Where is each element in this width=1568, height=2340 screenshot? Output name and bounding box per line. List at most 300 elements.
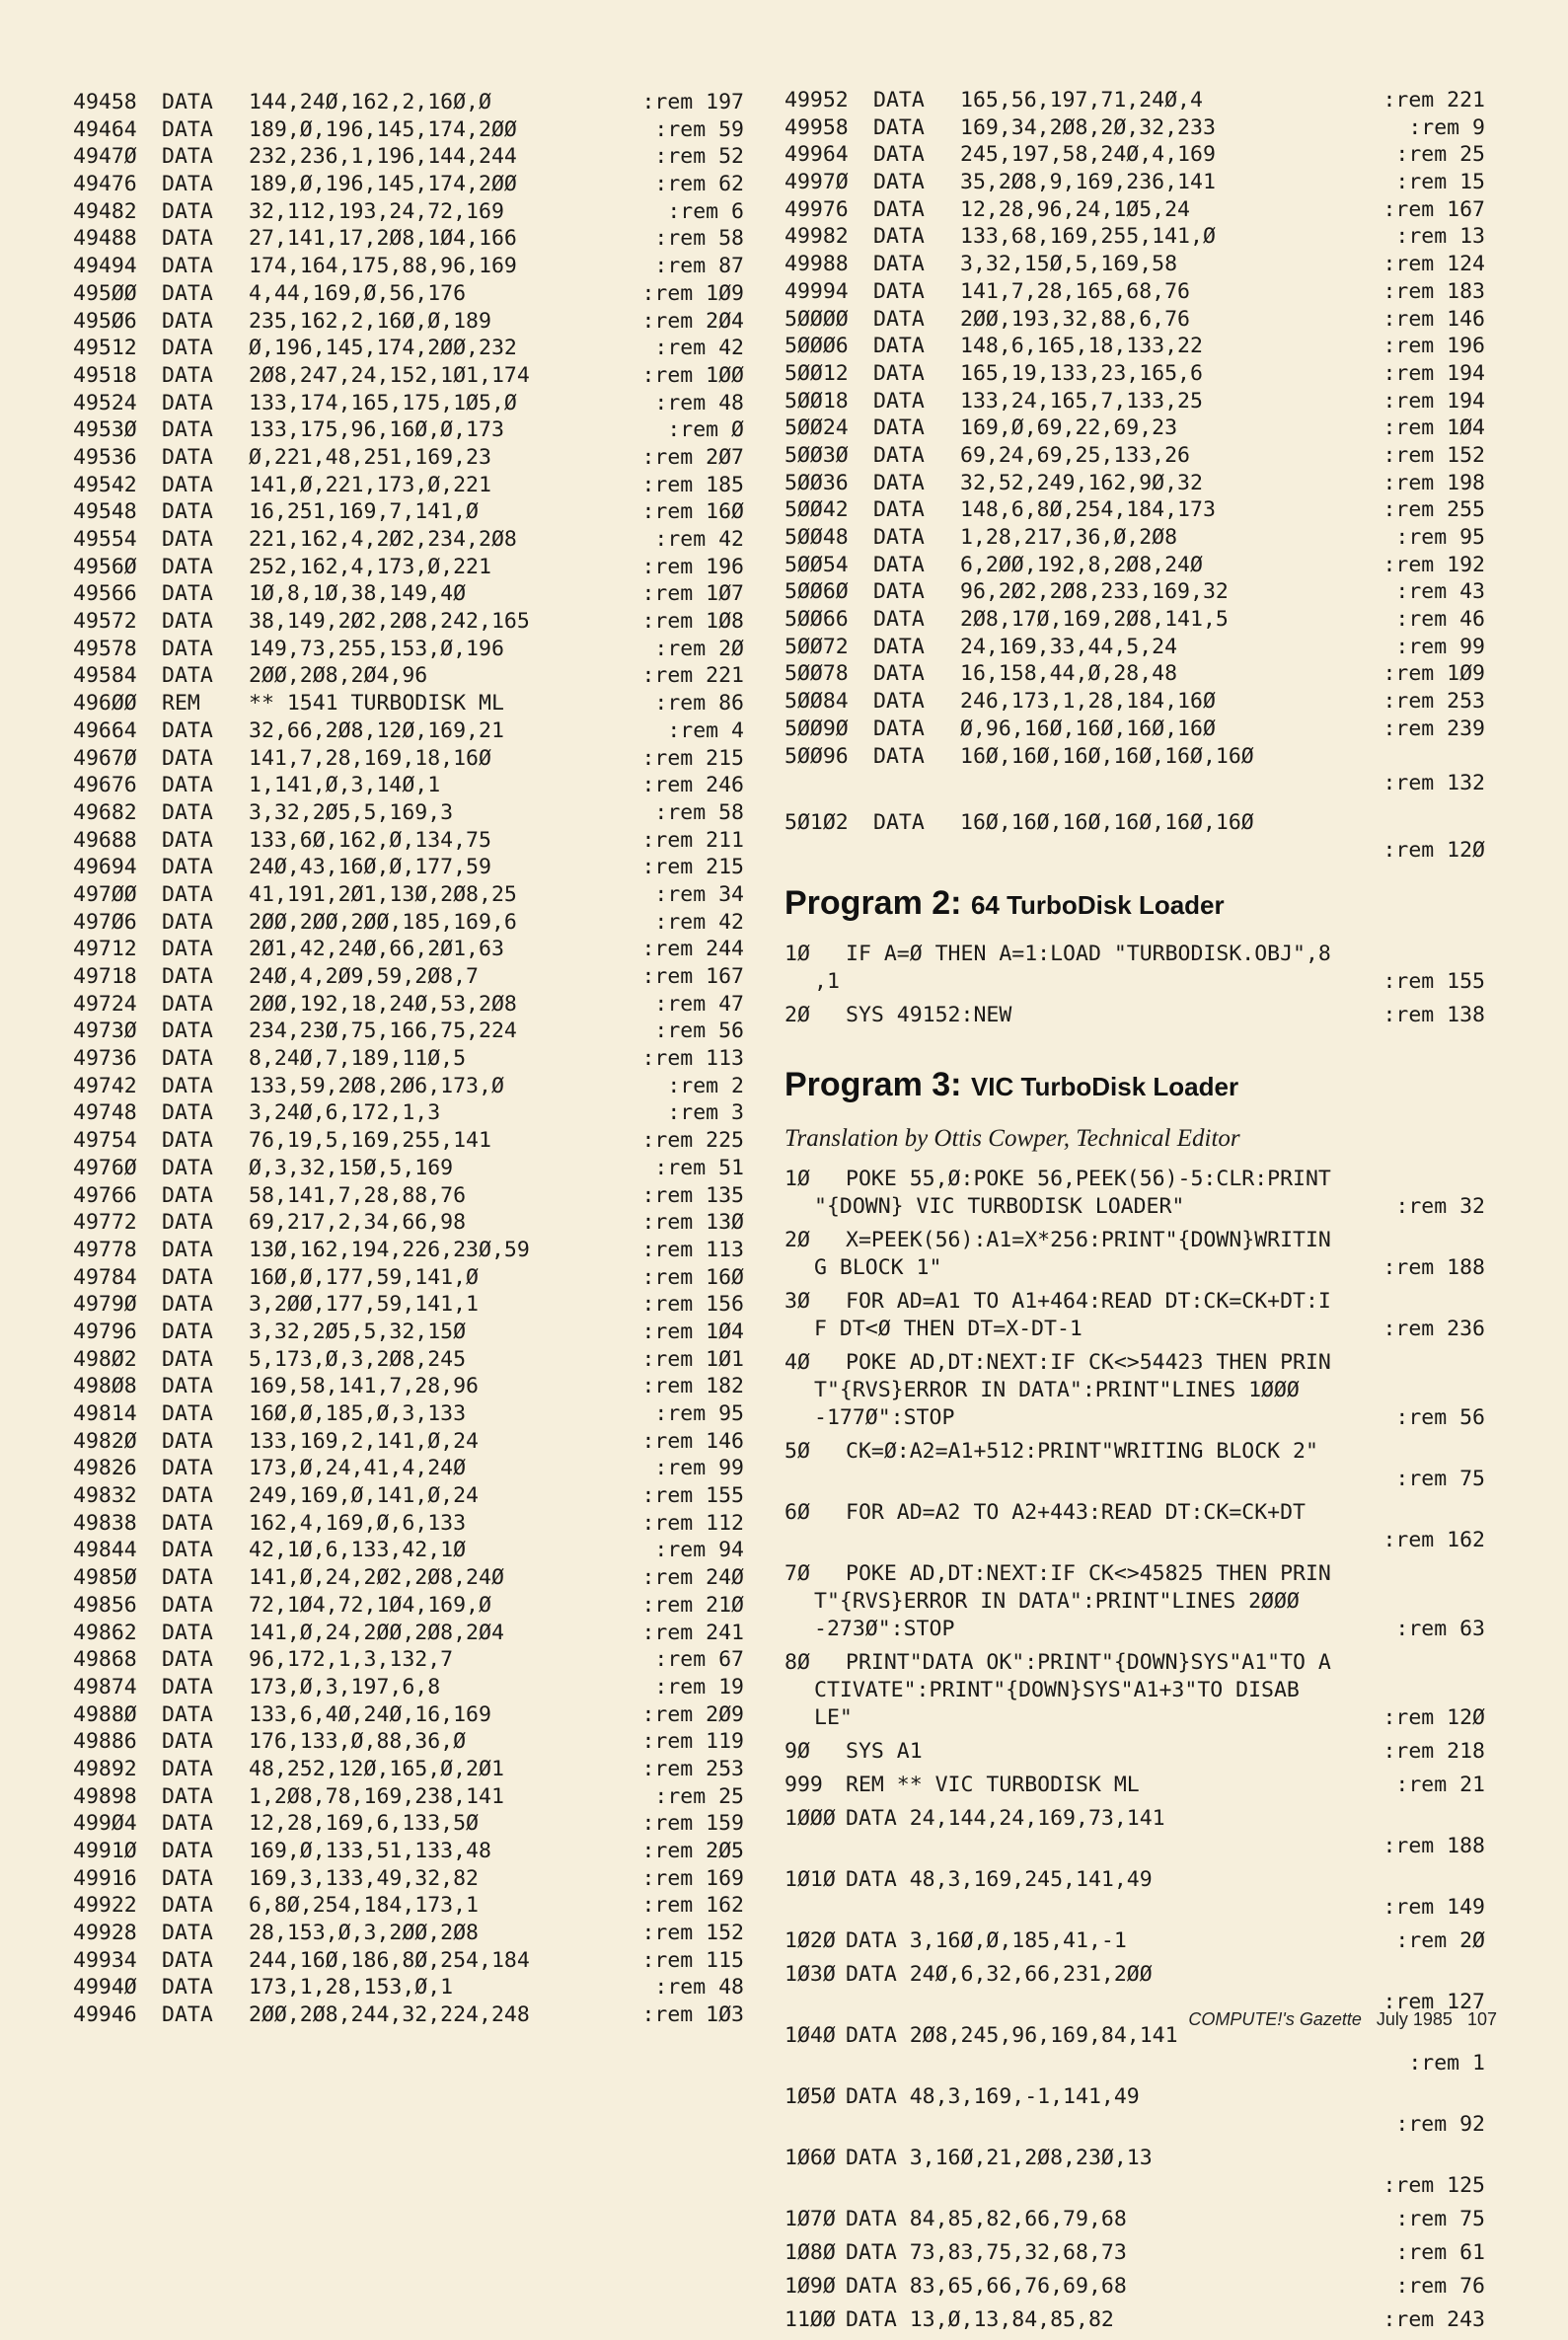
- listing-line: [784, 809, 1485, 837]
- line-checksum: :rem 46: [1395, 607, 1485, 633]
- line-number: 4979Ø: [73, 1292, 137, 1318]
- line-values: 2Ø8,17Ø,169,2Ø8,141,5: [960, 607, 1229, 633]
- line-number: 49536: [73, 444, 137, 470]
- line-values: 3,32,2Ø5,5,169,3: [249, 799, 454, 825]
- line-number: 49518: [73, 362, 137, 388]
- line-number: 5ØØ78: [784, 661, 849, 687]
- listing-line: [73, 253, 754, 280]
- line-number: 49772: [73, 1210, 137, 1236]
- line-number: 49862: [73, 1620, 137, 1645]
- line-keyword: REM: [162, 691, 200, 717]
- program-line-number: 8Ø: [784, 1650, 810, 1676]
- program-line-continuation: CTIVATE":PRINT"{DOWN}SYS"A1+3"TO DISAB LE": [814, 1678, 1300, 1731]
- program-line-main: [784, 1560, 1485, 1588]
- program-line-continuation: T"{RVS}ERROR IN DATA":PRINT"LINES 2ØØØ -273Ø":STOP: [814, 1589, 1300, 1642]
- line-values: 24,169,33,44,5,24: [960, 634, 1178, 659]
- line-checksum: :rem 253: [641, 1756, 744, 1781]
- line-number: 49976: [784, 196, 849, 222]
- listing-line: [73, 1974, 754, 2001]
- line-number: 5ØØ6Ø: [784, 579, 849, 605]
- line-keyword: DATA: [162, 308, 213, 334]
- listing-line: [73, 308, 754, 336]
- line-number: 49512: [73, 336, 137, 361]
- listing-line: [73, 225, 754, 253]
- listing-line: [73, 1319, 754, 1346]
- line-number: 49994: [784, 278, 849, 304]
- listing-line: [73, 745, 754, 773]
- line-checksum: :rem 159: [641, 1811, 744, 1837]
- line-checksum: :rem 194: [1382, 388, 1485, 414]
- program-line-main: [784, 1227, 1485, 1254]
- line-checksum: :rem 113: [641, 1046, 744, 1072]
- line-values: 96,2Ø2,2Ø8,233,169,32: [960, 579, 1229, 605]
- line-keyword: DATA: [873, 743, 925, 769]
- line-keyword: DATA: [162, 1374, 213, 1399]
- program-line: [784, 2145, 1485, 2200]
- line-values: 133,169,2,141,Ø,24: [249, 1428, 479, 1454]
- line-checksum: :rem 6: [667, 198, 744, 224]
- right-data-listing: [784, 87, 1485, 743]
- line-number: 4953Ø: [73, 417, 137, 443]
- line-values: 169,Ø,69,22,69,23: [960, 415, 1178, 441]
- line-checksum: :rem 255: [1382, 497, 1485, 523]
- line-values: Ø,221,48,251,169,23: [249, 444, 491, 470]
- line-values: 1,141,Ø,3,14Ø,1: [249, 773, 441, 798]
- line-checksum: :rem 146: [1382, 306, 1485, 332]
- line-number: 497Ø6: [73, 909, 137, 935]
- line-keyword: DATA: [162, 1319, 213, 1344]
- line-values: 24Ø,4,2Ø9,59,2Ø8,7: [249, 964, 479, 989]
- line-number: 49838: [73, 1510, 137, 1536]
- program-line-checksum: :rem 236: [1382, 1317, 1485, 1342]
- listing-line: [784, 169, 1485, 196]
- program-line: [784, 1927, 1485, 1955]
- line-values: ** 1541 TURBODISK ML: [249, 691, 504, 717]
- listing-line: [73, 198, 754, 226]
- line-number: 49578: [73, 636, 137, 661]
- line-checksum: :rem 1Ø9: [641, 280, 744, 306]
- line-keyword: DATA: [162, 2002, 213, 2028]
- listing-line: [73, 1810, 754, 1838]
- listing-line: [73, 1209, 754, 1237]
- line-keyword: DATA: [873, 252, 925, 277]
- line-checksum: :rem 25: [1395, 142, 1485, 168]
- line-checksum: :rem 183: [1382, 278, 1485, 304]
- line-keyword: DATA: [162, 1674, 213, 1699]
- line-keyword: DATA: [873, 170, 925, 195]
- program-line-text: DATA 2Ø8,245,96,169,84,141: [846, 2023, 1178, 2049]
- listing-line: [73, 444, 754, 472]
- listing-line: [73, 936, 754, 963]
- program-line: [784, 1560, 1485, 1643]
- line-values: 173,Ø,3,197,6,8: [249, 1674, 441, 1699]
- program-line: [784, 1499, 1485, 1554]
- program-line-text: DATA 48,3,169,-1,141,49: [846, 2084, 1140, 2110]
- line-number: 4985Ø: [73, 1565, 137, 1591]
- line-keyword: DATA: [162, 1210, 213, 1236]
- line-keyword: DATA: [162, 581, 213, 607]
- line-checksum: :rem 34: [654, 881, 744, 907]
- line-keyword: DATA: [162, 1565, 213, 1591]
- listing-line: [784, 196, 1485, 224]
- program-line-number: 1Ø2Ø: [784, 1928, 836, 1954]
- line-keyword: DATA: [162, 1046, 213, 1072]
- line-values: 1,28,217,36,Ø,2Ø8: [960, 525, 1178, 550]
- line-number: 4982Ø: [73, 1428, 137, 1454]
- line-keyword: DATA: [162, 1483, 213, 1509]
- listing-line: [73, 1920, 754, 1947]
- line-keyword: DATA: [162, 90, 213, 114]
- line-values: 27,141,17,2Ø8,1Ø4,166: [249, 226, 517, 252]
- program3-listing: [784, 1166, 1485, 2334]
- line-keyword: DATA: [162, 144, 213, 170]
- line-keyword: DATA: [162, 254, 213, 279]
- program-line: [784, 1866, 1485, 1922]
- program-line-main: [784, 1738, 1485, 1766]
- line-checksum: :rem 56: [654, 1019, 744, 1044]
- program-line-text: POKE AD,DT:NEXT:IF CK<>45825 THEN PRIN: [846, 1561, 1331, 1587]
- line-keyword: DATA: [162, 554, 213, 579]
- line-number: 495ØØ: [73, 280, 137, 306]
- line-checksum: :rem 1Ø9: [1382, 661, 1485, 687]
- line-keyword: DATA: [873, 552, 925, 577]
- line-checksum: :rem 99: [1395, 634, 1485, 659]
- program-line-main: [784, 1961, 1485, 1989]
- line-values: 4,44,169,Ø,56,176: [249, 280, 467, 306]
- line-keyword: DATA: [162, 1893, 213, 1919]
- line-checksum: :rem Ø: [667, 417, 744, 443]
- line-values: Ø,3,32,15Ø,5,169: [249, 1155, 454, 1180]
- line-keyword: DATA: [162, 799, 213, 825]
- line-keyword: DATA: [162, 1155, 213, 1180]
- line-values: 24Ø,43,16Ø,Ø,177,59: [249, 855, 491, 880]
- program-line-main: [784, 1166, 1485, 1193]
- line-values: 245,197,58,24Ø,4,169: [960, 142, 1216, 168]
- listing-line: [73, 1018, 754, 1045]
- listing-line: [73, 1564, 754, 1592]
- line-checksum: :rem 225: [641, 1128, 744, 1154]
- program-line-number: 1Ø6Ø: [784, 2146, 836, 2171]
- listing-line: [73, 1728, 754, 1756]
- line-number: 4988Ø: [73, 1701, 137, 1727]
- line-values: 41,191,2Ø1,13Ø,2Ø8,25: [249, 881, 517, 907]
- line-keyword: DATA: [162, 226, 213, 252]
- line-values: 141,Ø,221,173,Ø,221: [249, 472, 491, 497]
- line-number: 498Ø8: [73, 1374, 137, 1399]
- program-line-main: [784, 1805, 1485, 1833]
- program-line-number: 2Ø: [784, 1003, 810, 1028]
- line-number: 49488: [73, 226, 137, 252]
- program-line-checksum: :rem 162: [1382, 1528, 1485, 1553]
- line-values: 32,66,2Ø8,12Ø,169,21: [249, 717, 504, 743]
- line-keyword: DATA: [873, 809, 925, 835]
- program-line: [784, 2273, 1485, 2301]
- line-keyword: DATA: [873, 306, 925, 332]
- line-number: 5ØØ36: [784, 470, 849, 495]
- line-checksum: :rem 1Ø4: [641, 1319, 744, 1344]
- line-number: 49566: [73, 581, 137, 607]
- line-values: 148,6,8Ø,254,184,173: [960, 497, 1216, 523]
- listing-line: [73, 662, 754, 690]
- program-line-text: X=PEEK(56):A1=X*256:PRINT"{DOWN}WRITIN: [846, 1228, 1331, 1253]
- line-keyword: DATA: [162, 827, 213, 853]
- line-keyword: DATA: [162, 1865, 213, 1891]
- line-keyword: DATA: [162, 1128, 213, 1154]
- line-number: 49458: [73, 90, 137, 114]
- line-values: 169,3,133,49,32,82: [249, 1865, 479, 1891]
- line-keyword: DATA: [162, 717, 213, 743]
- line-keyword: DATA: [873, 388, 925, 414]
- line-values: 221,162,4,2Ø2,234,2Ø8: [249, 527, 517, 552]
- line-checksum: :rem 194: [1382, 360, 1485, 386]
- program-line: [784, 2239, 1485, 2267]
- line-values: 6,2ØØ,192,8,2Ø8,24Ø: [960, 552, 1203, 577]
- program-line-continuation: [784, 2050, 1485, 2077]
- program-line-number: 1Ø3Ø: [784, 1962, 836, 1988]
- listing-line: [784, 606, 1485, 634]
- line-values: 133,59,2Ø8,2Ø6,173,Ø: [249, 1073, 504, 1098]
- line-values: 141,7,28,165,68,76: [960, 278, 1190, 304]
- line-number: 4976Ø: [73, 1155, 137, 1180]
- line-checksum: :rem 167: [1382, 196, 1485, 222]
- line-checksum: :rem 215: [641, 745, 744, 771]
- line-values: 5,173,Ø,3,2Ø8,245: [249, 1346, 467, 1372]
- right-listing-column: [784, 87, 1485, 2340]
- line-keyword: DATA: [162, 909, 213, 935]
- program-line-number: 1Ø7Ø: [784, 2207, 836, 2232]
- line-checksum: :rem 185: [641, 472, 744, 497]
- line-checksum: :rem 135: [641, 1182, 744, 1208]
- line-keyword: DATA: [162, 499, 213, 525]
- line-keyword: DATA: [162, 362, 213, 388]
- line-checksum: :rem 192: [1382, 552, 1485, 577]
- line-keyword: DATA: [873, 579, 925, 605]
- line-checksum: :rem 94: [654, 1538, 744, 1563]
- listing-line: [784, 278, 1485, 306]
- line-keyword: DATA: [162, 663, 213, 689]
- line-values: 133,6Ø,162,Ø,134,75: [249, 827, 491, 853]
- line-keyword: DATA: [162, 198, 213, 224]
- program-line-text: IF A=Ø THEN A=1:LOAD "TURBODISK.OBJ",8: [846, 942, 1331, 967]
- listing-line: [73, 1838, 754, 1865]
- line-checksum: :rem 152: [641, 1921, 744, 1946]
- line-checksum: :rem 182: [641, 1374, 744, 1399]
- line-checksum: :rem 48: [654, 390, 744, 415]
- line-number: 49584: [73, 663, 137, 689]
- program-line-number: 1Ø4Ø: [784, 2023, 836, 2049]
- line-number: 49736: [73, 1046, 137, 1072]
- program-line-continuation: [784, 1466, 1485, 1493]
- listing-line: [73, 881, 754, 909]
- line-checksum: :rem 246: [641, 773, 744, 798]
- program-line-text: DATA 3,16Ø,Ø,185,41,-1: [846, 1928, 1127, 1954]
- line-checksum: :rem 95: [1395, 525, 1485, 550]
- line-checksum: :rem 24Ø: [641, 1565, 744, 1591]
- line-checksum: :rem 169: [641, 1865, 744, 1891]
- listing-line: [73, 1701, 754, 1729]
- listing-line: [73, 799, 754, 827]
- line-keyword: DATA: [873, 525, 925, 550]
- listing-line: [784, 660, 1485, 688]
- line-checksum: :rem 62: [654, 172, 744, 197]
- program-line-continuation: T"{RVS}ERROR IN DATA":PRINT"LINES 1ØØØ -177Ø":STOP: [814, 1378, 1300, 1431]
- line-checksum: :rem 1Ø7: [641, 581, 744, 607]
- line-checksum: :rem 58: [654, 226, 744, 252]
- line-number: 5ØØ54: [784, 552, 849, 577]
- line-number: 5ØØ42: [784, 497, 849, 523]
- line-number: 5ØØ18: [784, 388, 849, 414]
- program-line-continuation: [784, 1527, 1485, 1554]
- listing-line: [73, 827, 754, 855]
- listing-line: [73, 1646, 754, 1674]
- program-line-text: REM ** VIC TURBODISK ML: [846, 1773, 1140, 1798]
- line-number: 49826: [73, 1456, 137, 1481]
- line-keyword: DATA: [162, 1756, 213, 1781]
- line-number: 49952: [784, 88, 849, 113]
- program-line-number: 5Ø: [784, 1439, 810, 1465]
- listing-line-checksum-row: [784, 837, 1485, 865]
- spacer: [784, 797, 1485, 809]
- listing-line: [73, 1073, 754, 1100]
- left-listing-column: [73, 89, 754, 2029]
- line-values: 28,153,Ø,3,2ØØ,2Ø8: [249, 1921, 479, 1946]
- line-values: 173,Ø,24,41,4,24Ø: [249, 1456, 467, 1481]
- program2-heading-main: Program 2:: [784, 884, 962, 923]
- line-values: 13Ø,162,194,226,23Ø,59: [249, 1237, 530, 1262]
- line-checksum: :rem 43: [1395, 579, 1485, 605]
- line-number: 5ØØ96: [784, 743, 849, 769]
- line-number: 49934: [73, 1947, 137, 1973]
- line-number: 5ØØ48: [784, 525, 849, 550]
- listing-line: [73, 280, 754, 308]
- line-number: 49548: [73, 499, 137, 525]
- program3-heading-sub: VIC TurboDisk Loader: [970, 1072, 1239, 1102]
- program-line-main: [784, 1649, 1485, 1677]
- line-number: 49928: [73, 1921, 137, 1946]
- line-checksum: :rem 196: [641, 554, 744, 579]
- line-values: 1Ø,8,1Ø,38,149,4Ø: [249, 581, 467, 607]
- program-line: [784, 1438, 1485, 1493]
- listing-line: [73, 1592, 754, 1620]
- program-line-number: 9Ø: [784, 1739, 810, 1765]
- listing-line: [73, 116, 754, 144]
- program-line-text: DATA 83,65,66,76,69,68: [846, 2274, 1127, 2300]
- line-checksum: :rem 47: [654, 991, 744, 1017]
- program3-heading-main: Program 3:: [784, 1066, 962, 1104]
- line-checksum: :rem 162: [641, 1893, 744, 1919]
- line-values: 246,173,1,28,184,16Ø: [960, 689, 1216, 715]
- line-keyword: DATA: [162, 1620, 213, 1645]
- line-values: 141,7,28,169,18,16Ø: [249, 745, 491, 771]
- line-checksum: :rem 59: [654, 116, 744, 142]
- line-number: 49964: [784, 142, 849, 168]
- line-number: 49482: [73, 198, 137, 224]
- line-keyword: DATA: [162, 745, 213, 771]
- line-values: 96,172,1,3,132,7: [249, 1647, 454, 1673]
- line-keyword: DATA: [162, 636, 213, 661]
- line-number: 4947Ø: [73, 144, 137, 170]
- line-checksum: :rem 42: [654, 336, 744, 361]
- program-line-main: [784, 1438, 1485, 1466]
- line-checksum: :rem 13: [1395, 224, 1485, 250]
- line-values: 38,149,2Ø2,2Ø8,242,165: [249, 609, 530, 635]
- line-values: 169,Ø,133,51,133,48: [249, 1839, 491, 1863]
- line-values: 2ØØ,2Ø8,244,32,224,248: [249, 2002, 530, 2028]
- line-checksum: :rem 1Ø8: [641, 609, 744, 635]
- program-line-continuation: [784, 1833, 1485, 1860]
- line-values: 76,19,5,169,255,141: [249, 1128, 491, 1154]
- line-number: 5ØØØ6: [784, 334, 849, 359]
- listing-line: [73, 554, 754, 581]
- line-values: 16,251,169,7,141,Ø: [249, 499, 479, 525]
- line-checksum: :rem 239: [1382, 716, 1485, 741]
- program-line-checksum: :rem 12Ø: [1382, 1705, 1485, 1731]
- program-line: [784, 1002, 1485, 1029]
- listing-line: [784, 388, 1485, 415]
- listing-line: [73, 1182, 754, 1210]
- line-values: 2ØØ,2Ø8,2Ø4,96: [249, 663, 428, 689]
- line-checksum: :rem 19: [654, 1674, 744, 1699]
- program-line-text: CK=Ø:A2=A1+512:PRINT"WRITING BLOCK 2": [846, 1439, 1318, 1465]
- program-line-checksum: :rem 218: [1382, 1739, 1485, 1765]
- line-values: 32,52,249,162,9Ø,32: [960, 470, 1203, 495]
- line-checksum: :rem 198: [1382, 470, 1485, 495]
- line-checksum: :rem 87: [654, 254, 744, 279]
- right-wrapped-listing: [784, 743, 1485, 865]
- line-keyword: DATA: [873, 114, 925, 140]
- line-values: 149,73,255,153,Ø,196: [249, 636, 504, 661]
- line-keyword: DATA: [162, 1701, 213, 1727]
- line-checksum: :rem 124: [1382, 252, 1485, 277]
- line-number: 4994Ø: [73, 1975, 137, 2000]
- line-values: 252,162,4,173,Ø,221: [249, 554, 491, 579]
- listing-line: [73, 854, 754, 881]
- line-number: 5ØØ3Ø: [784, 442, 849, 468]
- line-keyword: DATA: [162, 1346, 213, 1372]
- line-number: 5ØØ24: [784, 415, 849, 441]
- footer-publication: COMPUTE!'s Gazette: [1188, 2009, 1362, 2029]
- line-number: 49874: [73, 1674, 137, 1699]
- line-keyword: DATA: [162, 1811, 213, 1837]
- line-number: 49958: [784, 114, 849, 140]
- program-line-checksum: :rem 127: [1382, 1990, 1485, 2015]
- line-values: 169,34,2Ø8,2Ø,32,233: [960, 114, 1216, 140]
- program-line: [784, 941, 1485, 996]
- line-checksum: :rem 196: [1382, 334, 1485, 359]
- line-number: 49916: [73, 1865, 137, 1891]
- program-line-text: POKE AD,DT:NEXT:IF CK<>54423 THEN PRIN: [846, 1350, 1331, 1376]
- program-line-main: [784, 2145, 1485, 2172]
- program-line: [784, 1805, 1485, 1860]
- line-number: 49718: [73, 964, 137, 989]
- program-line-main: [784, 2239, 1485, 2267]
- line-number: 5ØØ12: [784, 360, 849, 386]
- line-values: 35,2Ø8,9,169,236,141: [960, 170, 1216, 195]
- program-line-checksum: :rem 188: [1382, 1834, 1485, 1859]
- line-checksum: :rem 2: [667, 1073, 744, 1098]
- program-line-text: SYS A1: [846, 1739, 923, 1765]
- line-keyword: DATA: [873, 415, 925, 441]
- line-checksum: :rem 48: [654, 1975, 744, 2000]
- line-values: 2ØØ,193,32,88,6,76: [960, 306, 1190, 332]
- listing-line: [784, 360, 1485, 388]
- program-line-text: DATA 3,16Ø,21,2Ø8,23Ø,13: [846, 2146, 1153, 2171]
- line-checksum: :rem 211: [641, 827, 744, 853]
- program-line-checksum: :rem 125: [1382, 2173, 1485, 2199]
- program-line-text: DATA 48,3,169,245,141,49: [846, 1867, 1153, 1893]
- program-line-text: DATA 84,85,82,66,79,68: [846, 2207, 1127, 2232]
- listing-line: [784, 442, 1485, 470]
